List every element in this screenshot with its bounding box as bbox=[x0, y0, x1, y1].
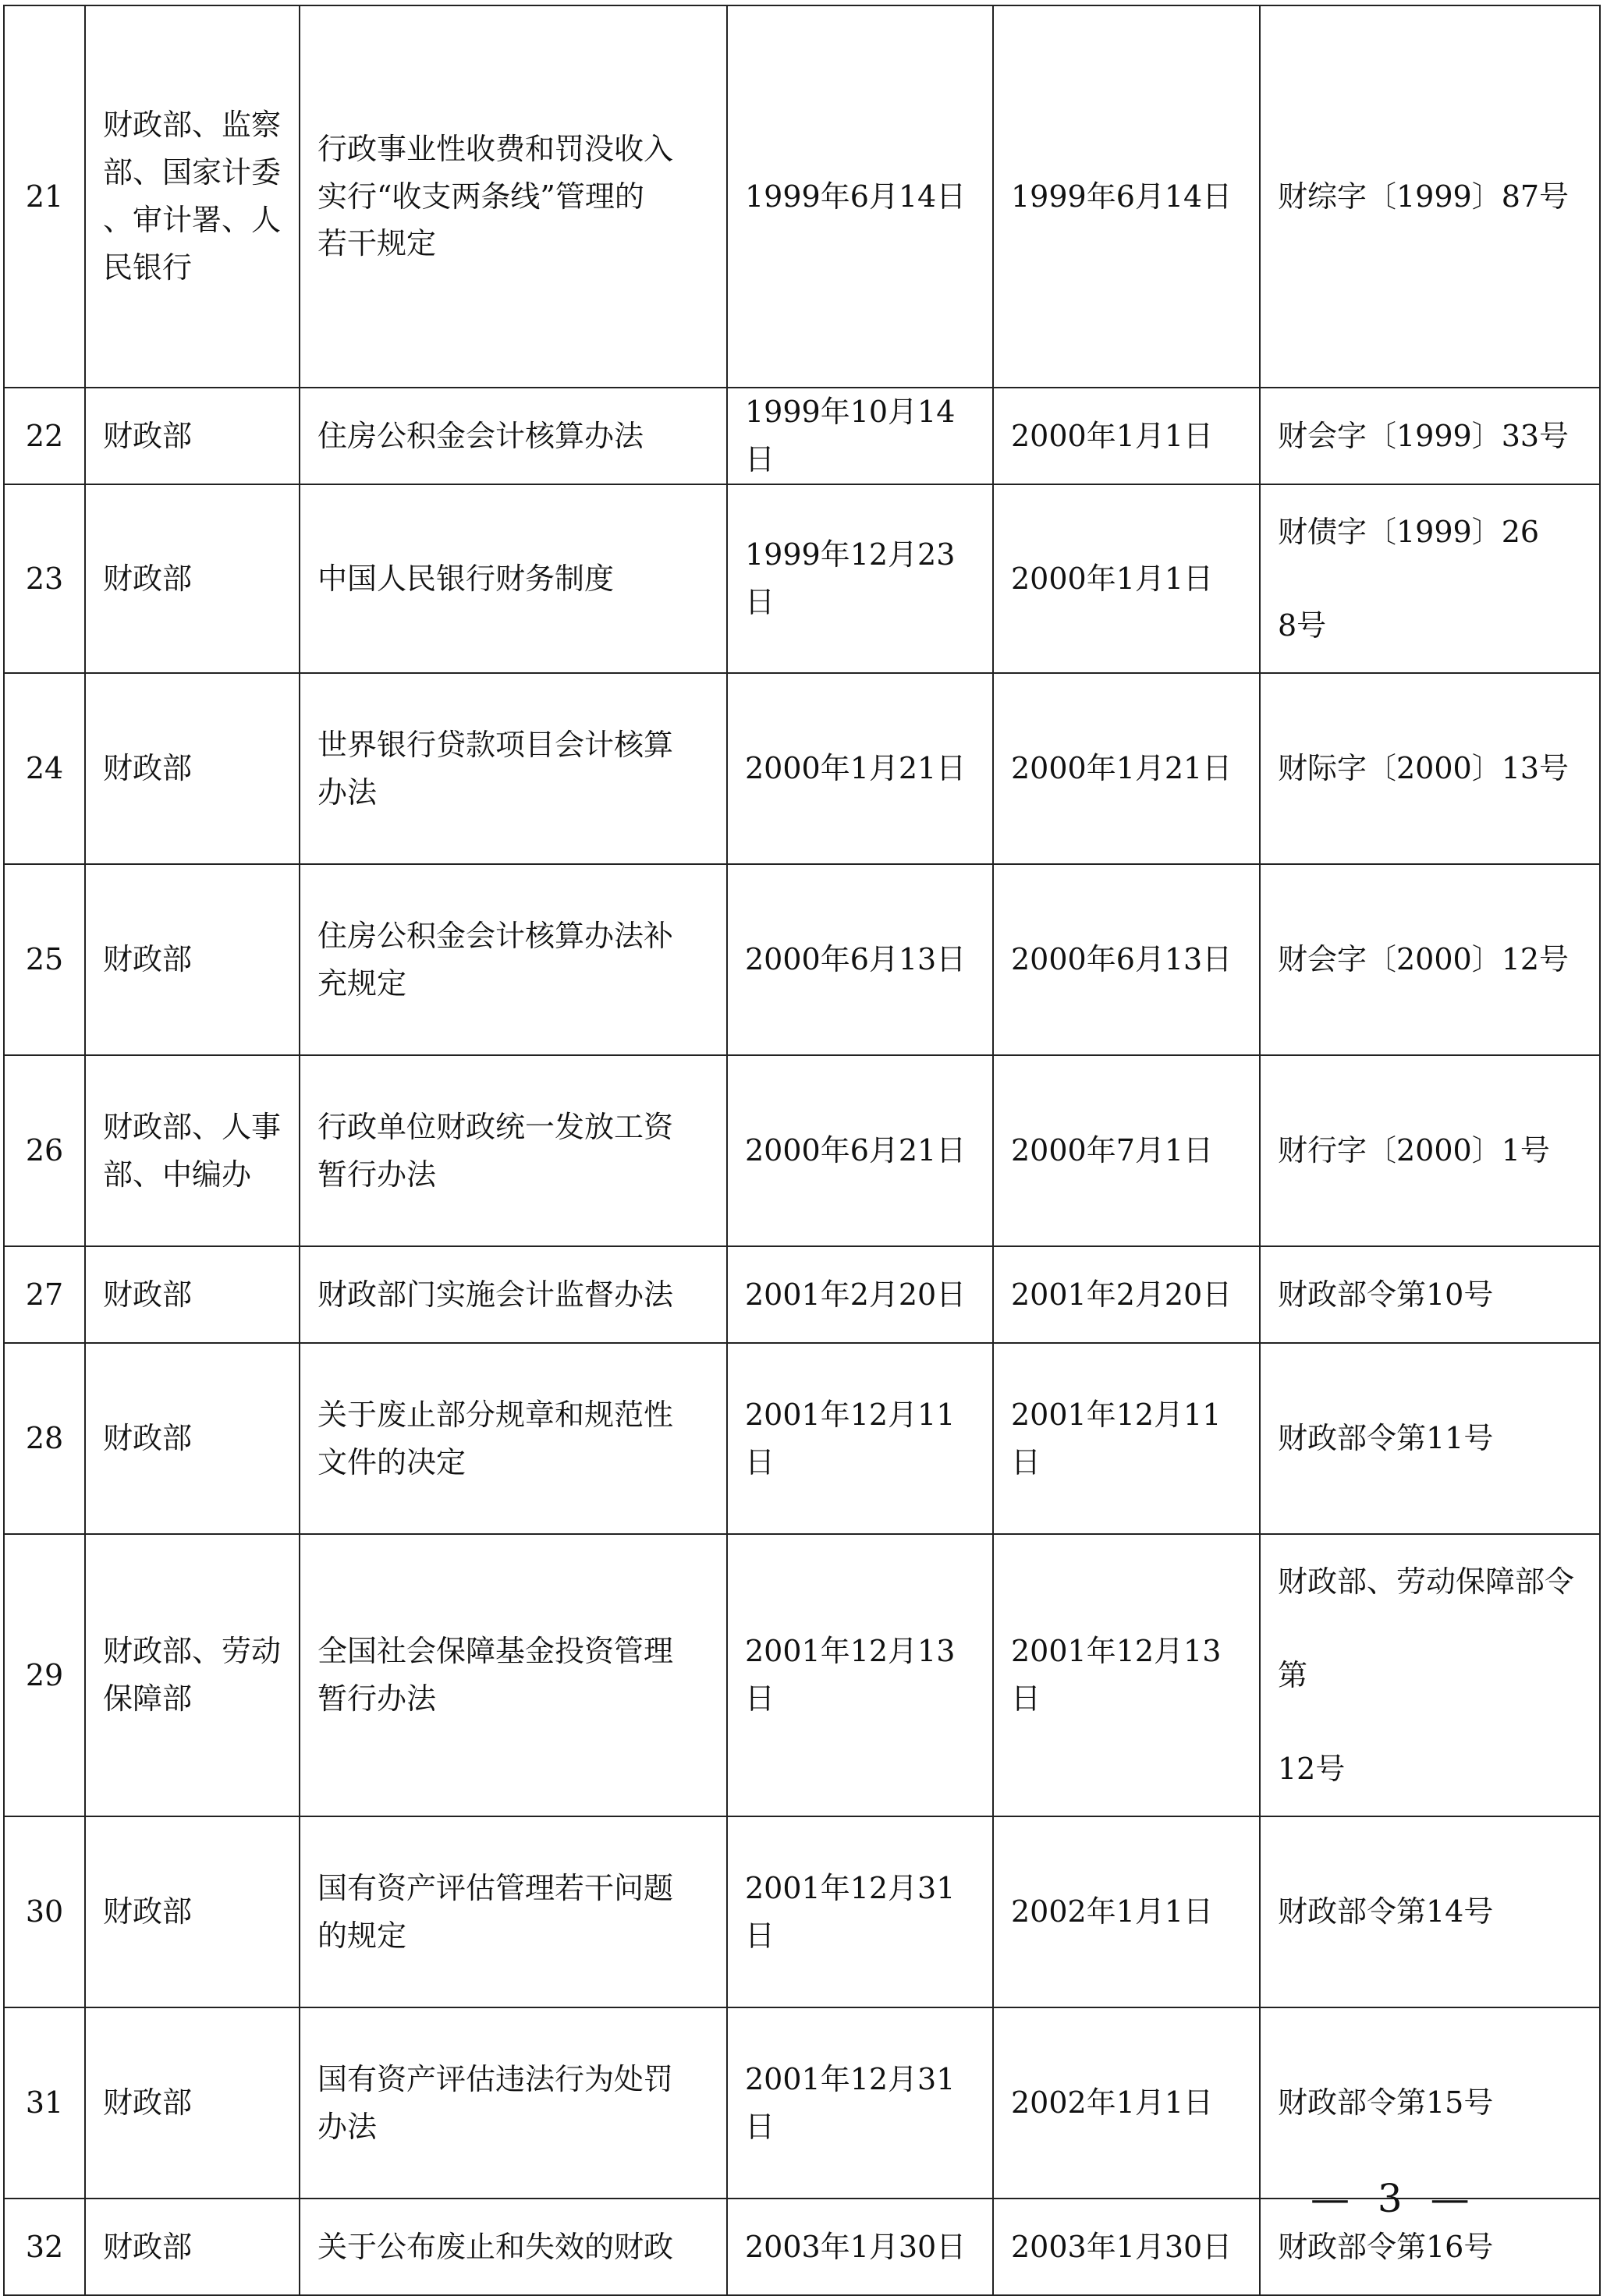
document-number-cell: 财会字〔2000〕12号 bbox=[1260, 864, 1600, 1055]
title-cell: 行政单位财政统一发放工资 暂行办法 bbox=[300, 1055, 727, 1246]
table-row bbox=[4, 864, 1600, 1055]
row-number: 25 bbox=[4, 864, 85, 1055]
issuer-cell: 财政部 bbox=[85, 1816, 300, 2007]
issue-date-cell: 2001年12月31日 bbox=[727, 2007, 993, 2199]
title-cell: 国有资产评估违法行为处罚 办法 bbox=[300, 2007, 727, 2199]
issue-date-cell: 2000年6月21日 bbox=[727, 1055, 993, 1246]
effective-date-cell: 2000年1月1日 bbox=[993, 388, 1260, 484]
document-number-cell: 财政部令第15号 bbox=[1260, 2007, 1600, 2199]
document-number-cell: 财际字〔2000〕13号 bbox=[1260, 673, 1600, 864]
document-number-cell: 财政部令第16号 bbox=[1260, 2199, 1600, 2295]
issuer-cell: 财政部 bbox=[85, 1246, 300, 1343]
effective-date-cell: 2000年1月1日 bbox=[993, 484, 1260, 673]
issuer-cell: 财政部 bbox=[85, 1343, 300, 1534]
issuer-cell: 财政部 bbox=[85, 484, 300, 673]
table-row bbox=[4, 1055, 1600, 1246]
issue-date-cell: 2001年2月20日 bbox=[727, 1246, 993, 1343]
issuer-cell: 财政部 bbox=[85, 2007, 300, 2199]
document-number-cell: 财政部令第10号 bbox=[1260, 1246, 1600, 1343]
document-number-cell: 财行字〔2000〕1号 bbox=[1260, 1055, 1600, 1246]
issue-date-cell: 2001年12月31日 bbox=[727, 1816, 993, 2007]
issuer-cell: 财政部 bbox=[85, 673, 300, 864]
issue-date-cell: 1999年6月14日 bbox=[727, 5, 993, 388]
table-row bbox=[4, 2007, 1600, 2199]
effective-date-cell: 2000年6月13日 bbox=[993, 864, 1260, 1055]
issue-date-cell: 2001年12月11日 bbox=[727, 1343, 993, 1534]
row-number: 23 bbox=[4, 484, 85, 673]
effective-date-cell: 2001年2月20日 bbox=[993, 1246, 1260, 1343]
row-number: 30 bbox=[4, 1816, 85, 2007]
regulations-table bbox=[3, 5, 1601, 2296]
issuer-cell: 财政部、监察 部、国家计委 、审计署、人 民银行 bbox=[85, 5, 300, 388]
document-number-cell: 财会字〔1999〕33号 bbox=[1260, 388, 1600, 484]
table-row bbox=[4, 1343, 1600, 1534]
effective-date-cell: 2003年1月30日 bbox=[993, 2199, 1260, 2295]
effective-date-cell: 2001年12月13日 bbox=[993, 1534, 1260, 1816]
issue-date-cell: 2003年1月30日 bbox=[727, 2199, 993, 2295]
issue-date-cell: 2001年12月13日 bbox=[727, 1534, 993, 1816]
issue-date-cell: 1999年10月14日 bbox=[727, 388, 993, 484]
effective-date-cell: 2001年12月11日 bbox=[993, 1343, 1260, 1534]
document-number-cell: 财综字〔1999〕87号 bbox=[1260, 5, 1600, 388]
effective-date-cell: 2000年1月21日 bbox=[993, 673, 1260, 864]
row-number: 32 bbox=[4, 2199, 85, 2295]
issue-date-cell: 2000年1月21日 bbox=[727, 673, 993, 864]
row-number: 26 bbox=[4, 1055, 85, 1246]
issue-date-cell: 2000年6月13日 bbox=[727, 864, 993, 1055]
row-number: 31 bbox=[4, 2007, 85, 2199]
title-cell: 住房公积金会计核算办法补 充规定 bbox=[300, 864, 727, 1055]
issuer-cell: 财政部 bbox=[85, 864, 300, 1055]
page-number: — 3 — bbox=[1311, 2176, 1477, 2221]
title-cell: 行政事业性收费和罚没收入 实行“收支两条线”管理的 若干规定 bbox=[300, 5, 727, 388]
title-cell: 中国人民银行财务制度 bbox=[300, 484, 727, 673]
title-cell: 关于废止部分规章和规范性 文件的决定 bbox=[300, 1343, 727, 1534]
table-row bbox=[4, 388, 1600, 484]
table-row bbox=[4, 1246, 1600, 1343]
row-number: 29 bbox=[4, 1534, 85, 1816]
effective-date-cell: 1999年6月14日 bbox=[993, 5, 1260, 388]
issuer-cell: 财政部 bbox=[85, 388, 300, 484]
title-cell: 国有资产评估管理若干问题 的规定 bbox=[300, 1816, 727, 2007]
table-row bbox=[4, 484, 1600, 673]
row-number: 24 bbox=[4, 673, 85, 864]
title-cell: 关于公布废止和失效的财政 bbox=[300, 2199, 727, 2295]
row-number: 28 bbox=[4, 1343, 85, 1534]
title-cell: 财政部门实施会计监督办法 bbox=[300, 1246, 727, 1343]
row-number: 22 bbox=[4, 388, 85, 484]
table-body bbox=[4, 5, 1600, 2295]
row-number: 21 bbox=[4, 5, 85, 388]
document-number-cell: 财政部、劳动保障部令第 12号 bbox=[1260, 1534, 1600, 1816]
issuer-cell: 财政部、人事 部、中编办 bbox=[85, 1055, 300, 1246]
table-row bbox=[4, 1816, 1600, 2007]
issuer-cell: 财政部、劳动 保障部 bbox=[85, 1534, 300, 1816]
issue-date-cell: 1999年12月23日 bbox=[727, 484, 993, 673]
issuer-cell: 财政部 bbox=[85, 2199, 300, 2295]
document-number-cell: 财政部令第14号 bbox=[1260, 1816, 1600, 2007]
table-row bbox=[4, 1534, 1600, 1816]
table-row bbox=[4, 5, 1600, 388]
effective-date-cell: 2002年1月1日 bbox=[993, 2007, 1260, 2199]
effective-date-cell: 2000年7月1日 bbox=[993, 1055, 1260, 1246]
title-cell: 住房公积金会计核算办法 bbox=[300, 388, 727, 484]
title-cell: 世界银行贷款项目会计核算 办法 bbox=[300, 673, 727, 864]
title-cell: 全国社会保障基金投资管理 暂行办法 bbox=[300, 1534, 727, 1816]
effective-date-cell: 2002年1月1日 bbox=[993, 1816, 1260, 2007]
table-row bbox=[4, 673, 1600, 864]
row-number: 27 bbox=[4, 1246, 85, 1343]
document-number-cell: 财政部令第11号 bbox=[1260, 1343, 1600, 1534]
document-number-cell: 财债字〔1999〕26 8号 bbox=[1260, 484, 1600, 673]
